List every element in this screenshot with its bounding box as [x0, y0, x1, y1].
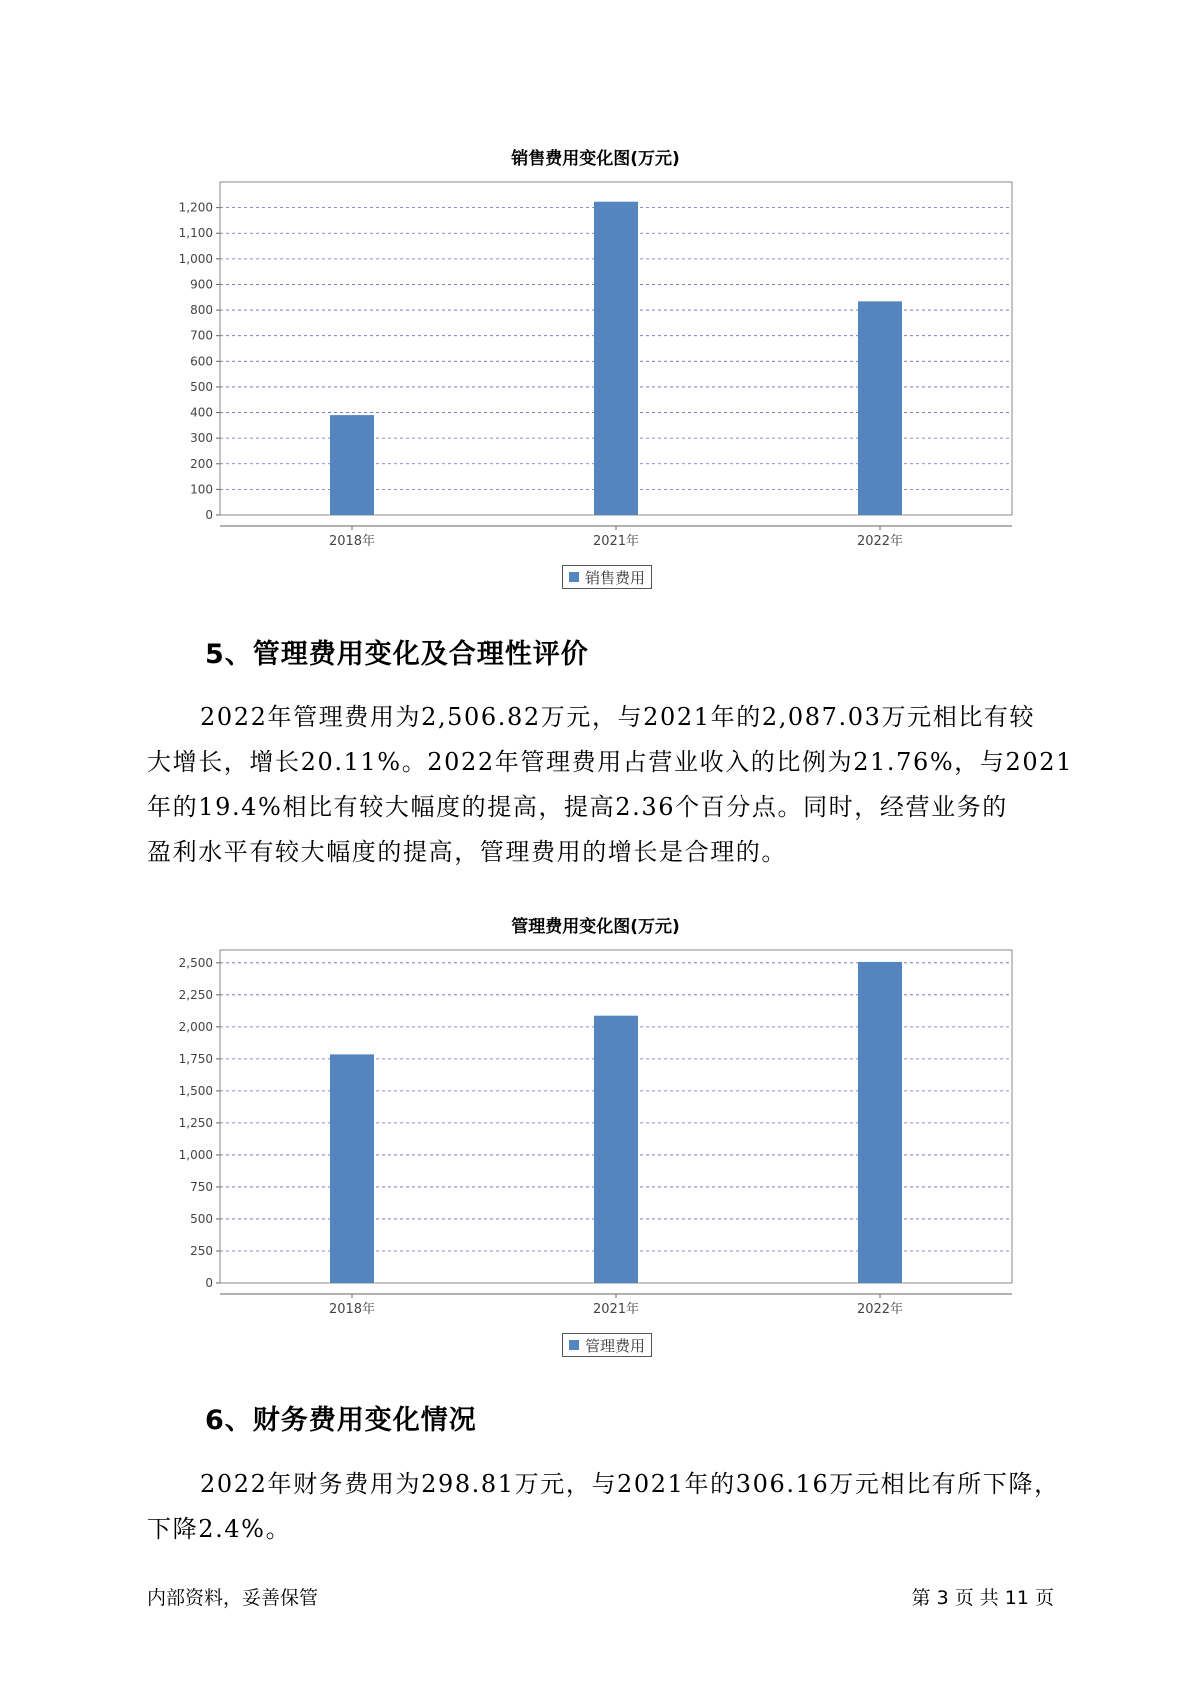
y-tick-label: 500 — [190, 379, 213, 394]
bar — [330, 1054, 374, 1283]
x-tick-label: 2021年 — [592, 534, 640, 549]
y-tick-label: 500 — [190, 1211, 213, 1226]
y-tick-label: 600 — [190, 354, 213, 369]
paragraph-line: 盈利水平有较大幅度的提高，管理费用的增长是合理的。 — [147, 838, 787, 866]
y-tick-label: 2,250 — [178, 987, 213, 1002]
bar — [858, 962, 902, 1283]
management-expense-chart — [0, 938, 1191, 1323]
x-tick-label: 2018年 — [328, 1302, 376, 1317]
bar — [594, 202, 638, 515]
y-tick-label: 750 — [190, 1179, 213, 1194]
y-tick-label: 400 — [190, 405, 213, 420]
x-tick-label: 2022年 — [856, 1302, 904, 1317]
y-tick-label: 900 — [190, 277, 213, 292]
paragraph-line: 2022年财务费用为298.81万元，与2021年的306.16万元相比有所下降， — [200, 1470, 1060, 1498]
y-tick-label: 0 — [205, 508, 213, 522]
paragraph-line: 下降2.4%。 — [147, 1515, 292, 1543]
y-tick-label: 700 — [190, 328, 213, 343]
mgmt-legend-label: 管理费用 — [585, 1336, 646, 1355]
y-tick-label: 2,500 — [178, 955, 213, 970]
sales-chart-title: 销售费用变化图(万元) — [511, 149, 680, 169]
y-tick-label: 1,200 — [178, 200, 213, 215]
y-tick-label: 1,750 — [178, 1051, 213, 1066]
y-tick-label: 2,000 — [178, 1019, 213, 1034]
y-tick-label: 300 — [190, 431, 213, 446]
y-tick-label: 100 — [190, 482, 213, 497]
mgmt-chart-legend — [562, 1333, 652, 1357]
y-tick-label: 1,000 — [178, 251, 213, 266]
sales-chart-legend — [562, 565, 652, 589]
bar — [330, 415, 374, 515]
section6-paragraph — [147, 1462, 1060, 1552]
legend-swatch — [569, 1340, 579, 1350]
y-tick-label: 0 — [205, 1276, 213, 1290]
section5-paragraph — [147, 695, 1073, 875]
x-tick-label: 2021年 — [592, 1302, 640, 1317]
x-tick-label: 2022年 — [856, 534, 904, 549]
y-tick-label: 200 — [190, 456, 213, 471]
paragraph-line: 年的19.4%相比有较大幅度的提高，提高2.36个百分点。同时，经营业务的 — [147, 793, 1008, 821]
section6-heading: 6、财务费用变化情况 — [205, 1405, 477, 1436]
paragraph-line: 大增长，增长20.11%。2022年管理费用占营业收入的比例为21.76%，与2021 — [147, 748, 1073, 776]
sales-expense-chart — [0, 170, 1191, 555]
y-tick-label: 250 — [190, 1243, 213, 1258]
mgmt-chart-title: 管理费用变化图(万元) — [511, 917, 680, 937]
x-tick-label: 2018年 — [328, 534, 376, 549]
sales-legend-label: 销售费用 — [585, 568, 646, 587]
paragraph-line: 2022年管理费用为2,506.82万元，与2021年的2,087.03万元相比有较 — [200, 703, 1036, 731]
legend-swatch — [569, 572, 579, 582]
y-tick-label: 1,500 — [178, 1083, 213, 1098]
bar — [594, 1016, 638, 1283]
y-tick-label: 800 — [190, 303, 213, 318]
bar — [858, 301, 902, 515]
footer-confidential: 内部资料，妥善保管 — [147, 1587, 319, 1609]
section5-heading: 5、管理费用变化及合理性评价 — [205, 639, 589, 670]
y-tick-label: 1,100 — [178, 226, 213, 241]
footer-page-number: 第 3 页 共 11 页 — [911, 1587, 1054, 1609]
y-tick-label: 1,250 — [178, 1115, 213, 1130]
y-tick-label: 1,000 — [178, 1147, 213, 1162]
